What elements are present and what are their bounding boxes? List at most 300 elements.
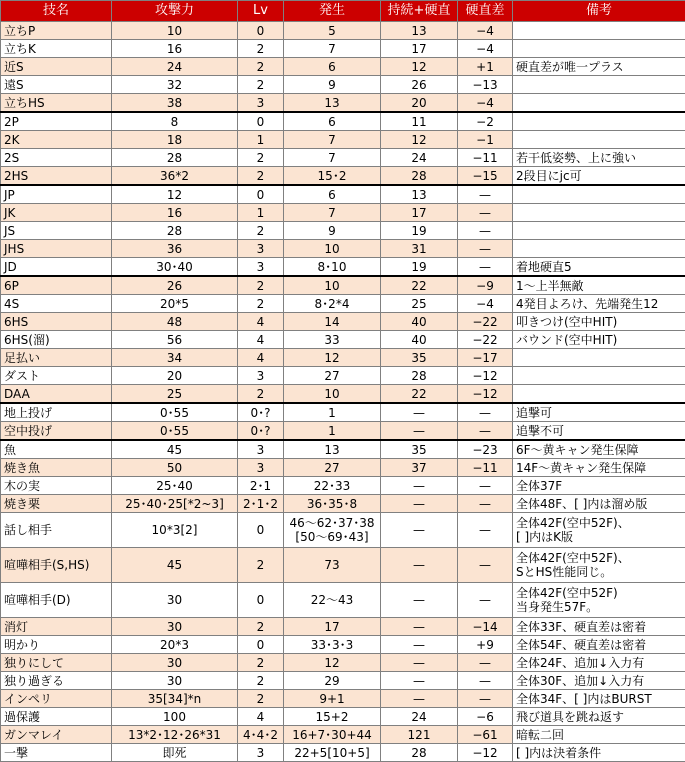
cell-lv: 2･1 xyxy=(238,477,284,495)
cell-name: 2P xyxy=(1,112,112,131)
cell-startup: 8･2*4 xyxy=(284,295,381,313)
cell-advantage: — xyxy=(458,583,513,618)
cell-active-recovery: 28 xyxy=(381,744,458,762)
cell-note xyxy=(513,367,685,385)
cell-active-recovery: 11 xyxy=(381,112,458,131)
cell-name: 2HS xyxy=(1,167,112,186)
cell-name: 遠S xyxy=(1,76,112,94)
cell-startup: 15+2 xyxy=(284,708,381,726)
cell-active-recovery: 121 xyxy=(381,726,458,744)
cell-attack: 48 xyxy=(112,313,238,331)
table-row xyxy=(1,636,685,654)
table-row xyxy=(1,583,685,618)
cell-name: 焼き魚 xyxy=(1,459,112,477)
cell-lv: 2 xyxy=(238,76,284,94)
cell-startup: 7 xyxy=(284,131,381,149)
cell-lv: 2 xyxy=(238,385,284,404)
cell-attack: 50 xyxy=(112,459,238,477)
cell-attack: 56 xyxy=(112,331,238,349)
cell-name: JK xyxy=(1,204,112,222)
cell-attack: 32 xyxy=(112,76,238,94)
cell-name: 話し相手 xyxy=(1,513,112,548)
cell-name: 喧嘩相手(S,HS) xyxy=(1,548,112,583)
header-active-recovery: 持続+硬直 xyxy=(381,1,458,22)
cell-startup: 1 xyxy=(284,422,381,441)
cell-attack: 28 xyxy=(112,149,238,167)
cell-note: 追撃可 xyxy=(513,403,685,422)
cell-startup: 10 xyxy=(284,385,381,404)
cell-active-recovery: — xyxy=(381,513,458,548)
cell-name: インペリ xyxy=(1,690,112,708)
cell-note xyxy=(513,40,685,58)
cell-attack: 30 xyxy=(112,618,238,636)
cell-advantage: +9 xyxy=(458,636,513,654)
table-row xyxy=(1,276,685,295)
cell-attack: 24 xyxy=(112,58,238,76)
cell-name: 地上投げ xyxy=(1,403,112,422)
cell-startup: 29 xyxy=(284,672,381,690)
cell-lv: 0 xyxy=(238,583,284,618)
cell-lv: 2 xyxy=(238,690,284,708)
cell-active-recovery: 17 xyxy=(381,40,458,58)
table-row xyxy=(1,131,685,149)
cell-note: 全体34F、[ ]内はBURST xyxy=(513,690,685,708)
cell-attack: 28 xyxy=(112,222,238,240)
cell-name: 6HS xyxy=(1,313,112,331)
cell-active-recovery: 28 xyxy=(381,167,458,186)
cell-attack: 34 xyxy=(112,349,238,367)
cell-lv: 2 xyxy=(238,222,284,240)
cell-note: 叩きつけ(空中HIT) xyxy=(513,313,685,331)
cell-attack: 38 xyxy=(112,94,238,113)
cell-active-recovery: 24 xyxy=(381,708,458,726)
cell-startup: 9 xyxy=(284,222,381,240)
cell-startup: 6 xyxy=(284,58,381,76)
cell-note: 全体42F(空中52F)、 SとHS性能同じ。 xyxy=(513,548,685,583)
cell-note: 全体37F xyxy=(513,477,685,495)
cell-lv: 0 xyxy=(238,636,284,654)
cell-attack: 25 xyxy=(112,385,238,404)
cell-attack: 25･40･25[*2~3] xyxy=(112,495,238,513)
cell-note: 追撃不可 xyxy=(513,422,685,441)
cell-name: 立ちHS xyxy=(1,94,112,113)
cell-active-recovery: 12 xyxy=(381,58,458,76)
cell-startup: 13 xyxy=(284,94,381,113)
cell-name: DAA xyxy=(1,385,112,404)
cell-active-recovery: — xyxy=(381,636,458,654)
cell-startup: 9 xyxy=(284,76,381,94)
cell-name: 6P xyxy=(1,276,112,295)
table-row xyxy=(1,672,685,690)
cell-lv: 2 xyxy=(238,654,284,672)
cell-advantage: −9 xyxy=(458,276,513,295)
cell-attack: 18 xyxy=(112,131,238,149)
cell-note: 全体54F、硬直差は密着 xyxy=(513,636,685,654)
cell-advantage: −17 xyxy=(458,349,513,367)
cell-active-recovery: 28 xyxy=(381,367,458,385)
cell-note xyxy=(513,349,685,367)
table-row xyxy=(1,58,685,76)
table-row xyxy=(1,726,685,744)
cell-active-recovery: 37 xyxy=(381,459,458,477)
cell-startup: 17 xyxy=(284,618,381,636)
cell-active-recovery: — xyxy=(381,690,458,708)
cell-advantage: — xyxy=(458,654,513,672)
cell-advantage: −11 xyxy=(458,149,513,167)
table-row xyxy=(1,112,685,131)
cell-attack: 36 xyxy=(112,240,238,258)
cell-advantage: — xyxy=(458,222,513,240)
cell-startup: 27 xyxy=(284,367,381,385)
cell-note: 若干低姿勢、上に強い xyxy=(513,149,685,167)
cell-active-recovery: — xyxy=(381,548,458,583)
cell-lv: 3 xyxy=(238,367,284,385)
cell-lv: 1 xyxy=(238,131,284,149)
cell-lv: 0 xyxy=(238,22,284,40)
cell-active-recovery: — xyxy=(381,672,458,690)
cell-lv: 2 xyxy=(238,276,284,295)
cell-note xyxy=(513,240,685,258)
cell-active-recovery: 35 xyxy=(381,349,458,367)
cell-active-recovery: 20 xyxy=(381,94,458,113)
cell-advantage: — xyxy=(458,477,513,495)
cell-startup: 7 xyxy=(284,40,381,58)
cell-name: 一撃 xyxy=(1,744,112,762)
cell-attack: 100 xyxy=(112,708,238,726)
cell-active-recovery: — xyxy=(381,583,458,618)
cell-lv: 4 xyxy=(238,313,284,331)
table-row xyxy=(1,367,685,385)
cell-name: ガンマレイ xyxy=(1,726,112,744)
cell-note xyxy=(513,112,685,131)
cell-attack: 0･55 xyxy=(112,422,238,441)
table-row xyxy=(1,690,685,708)
cell-active-recovery: 17 xyxy=(381,204,458,222)
header-notes: 備考 xyxy=(513,1,685,22)
cell-name: ダスト xyxy=(1,367,112,385)
cell-name: 空中投げ xyxy=(1,422,112,441)
header-row xyxy=(1,1,685,22)
cell-startup: 5 xyxy=(284,22,381,40)
table-row xyxy=(1,204,685,222)
cell-lv: 3 xyxy=(238,440,284,459)
cell-startup: 46～62･37･38 [50～69･43] xyxy=(284,513,381,548)
cell-active-recovery: 22 xyxy=(381,385,458,404)
header-advantage: 硬直差 xyxy=(458,1,513,22)
table-row xyxy=(1,459,685,477)
cell-attack: 13*2･12･26*31 xyxy=(112,726,238,744)
cell-advantage: −4 xyxy=(458,22,513,40)
cell-note xyxy=(513,131,685,149)
cell-name: 立ちP xyxy=(1,22,112,40)
cell-attack: 26 xyxy=(112,276,238,295)
cell-advantage: −12 xyxy=(458,367,513,385)
cell-lv: 3 xyxy=(238,258,284,277)
cell-note: 全体48F、[ ]内は溜め版 xyxy=(513,495,685,513)
cell-name: 独りにして xyxy=(1,654,112,672)
cell-startup: 10 xyxy=(284,240,381,258)
cell-startup: 27 xyxy=(284,459,381,477)
table-row xyxy=(1,167,685,186)
cell-note: [ ]内は決着条件 xyxy=(513,744,685,762)
cell-advantage: — xyxy=(458,513,513,548)
cell-active-recovery: 40 xyxy=(381,331,458,349)
cell-lv: 2 xyxy=(238,295,284,313)
cell-note: 全体30F、追加↓入力有 xyxy=(513,672,685,690)
cell-advantage: — xyxy=(458,548,513,583)
cell-advantage: — xyxy=(458,403,513,422)
cell-startup: 22･33 xyxy=(284,477,381,495)
cell-startup: 14 xyxy=(284,313,381,331)
cell-active-recovery: 22 xyxy=(381,276,458,295)
cell-startup: 9+1 xyxy=(284,690,381,708)
table-row xyxy=(1,422,685,441)
table-body xyxy=(1,22,685,762)
cell-advantage: — xyxy=(458,690,513,708)
table-row xyxy=(1,477,685,495)
table-row xyxy=(1,349,685,367)
cell-attack: 0･55 xyxy=(112,403,238,422)
cell-lv: 0･? xyxy=(238,403,284,422)
cell-lv: 1 xyxy=(238,204,284,222)
table-row xyxy=(1,495,685,513)
header-lv: Lv xyxy=(238,1,284,22)
cell-startup: 16+7･30+44 xyxy=(284,726,381,744)
cell-active-recovery: — xyxy=(381,477,458,495)
cell-active-recovery: 13 xyxy=(381,185,458,204)
cell-name: 喧嘩相手(D) xyxy=(1,583,112,618)
table-row xyxy=(1,403,685,422)
cell-note: 1～上半無敵 xyxy=(513,276,685,295)
cell-note xyxy=(513,185,685,204)
cell-name: 足払い xyxy=(1,349,112,367)
table-row xyxy=(1,222,685,240)
cell-active-recovery: — xyxy=(381,422,458,441)
cell-lv: 0･? xyxy=(238,422,284,441)
cell-note: 硬直差が唯一プラス xyxy=(513,58,685,76)
cell-lv: 3 xyxy=(238,459,284,477)
table-row xyxy=(1,654,685,672)
cell-note: 14F～黄キャン発生保障 xyxy=(513,459,685,477)
cell-attack: 30･40 xyxy=(112,258,238,277)
cell-startup: 12 xyxy=(284,349,381,367)
table-row xyxy=(1,94,685,113)
cell-startup: 13 xyxy=(284,440,381,459)
cell-active-recovery: — xyxy=(381,654,458,672)
cell-startup: 22～43 xyxy=(284,583,381,618)
cell-note xyxy=(513,94,685,113)
table-row xyxy=(1,295,685,313)
cell-attack: 16 xyxy=(112,204,238,222)
cell-active-recovery: 31 xyxy=(381,240,458,258)
cell-lv: 0 xyxy=(238,185,284,204)
header-name: 技名 xyxy=(1,1,112,22)
cell-advantage: — xyxy=(458,185,513,204)
cell-attack: 36*2 xyxy=(112,167,238,186)
cell-advantage: −15 xyxy=(458,167,513,186)
cell-attack: 25･40 xyxy=(112,477,238,495)
cell-name: 2S xyxy=(1,149,112,167)
cell-lv: 2 xyxy=(238,618,284,636)
cell-note xyxy=(513,76,685,94)
cell-startup: 33 xyxy=(284,331,381,349)
cell-name: JS xyxy=(1,222,112,240)
cell-name: 近S xyxy=(1,58,112,76)
cell-startup: 6 xyxy=(284,185,381,204)
cell-advantage: +1 xyxy=(458,58,513,76)
cell-attack: 45 xyxy=(112,548,238,583)
cell-advantage: −14 xyxy=(458,618,513,636)
cell-name: 消灯 xyxy=(1,618,112,636)
cell-lv: 3 xyxy=(238,240,284,258)
table-row xyxy=(1,313,685,331)
cell-lv: 2 xyxy=(238,58,284,76)
cell-advantage: — xyxy=(458,258,513,277)
cell-startup: 15･2 xyxy=(284,167,381,186)
cell-name: 木の実 xyxy=(1,477,112,495)
cell-active-recovery: — xyxy=(381,495,458,513)
cell-active-recovery: 13 xyxy=(381,22,458,40)
cell-startup: 1 xyxy=(284,403,381,422)
table-row xyxy=(1,548,685,583)
cell-attack: 10*3[2] xyxy=(112,513,238,548)
cell-active-recovery: 35 xyxy=(381,440,458,459)
cell-name: JD xyxy=(1,258,112,277)
table-row xyxy=(1,22,685,40)
cell-note: 暗転二回 xyxy=(513,726,685,744)
cell-name: 立ちK xyxy=(1,40,112,58)
cell-attack: 20*3 xyxy=(112,636,238,654)
table-row xyxy=(1,76,685,94)
cell-active-recovery: 40 xyxy=(381,313,458,331)
table-row xyxy=(1,149,685,167)
cell-attack: 10 xyxy=(112,22,238,40)
cell-advantage: −4 xyxy=(458,94,513,113)
cell-lv: 2 xyxy=(238,40,284,58)
cell-attack: 45 xyxy=(112,440,238,459)
cell-note: 着地硬直5 xyxy=(513,258,685,277)
cell-advantage: −1 xyxy=(458,131,513,149)
cell-lv: 2 xyxy=(238,167,284,186)
cell-attack: 16 xyxy=(112,40,238,58)
cell-lv: 4 xyxy=(238,331,284,349)
cell-note xyxy=(513,385,685,404)
cell-advantage: −23 xyxy=(458,440,513,459)
cell-lv: 2 xyxy=(238,548,284,583)
cell-advantage: −22 xyxy=(458,313,513,331)
cell-lv: 2･1･2 xyxy=(238,495,284,513)
cell-advantage: −2 xyxy=(458,112,513,131)
cell-note xyxy=(513,22,685,40)
cell-startup: 12 xyxy=(284,654,381,672)
cell-attack: 12 xyxy=(112,185,238,204)
cell-note: 全体33F、硬直差は密着 xyxy=(513,618,685,636)
cell-active-recovery: 19 xyxy=(381,222,458,240)
cell-attack: 20 xyxy=(112,367,238,385)
table-row xyxy=(1,185,685,204)
cell-note xyxy=(513,222,685,240)
cell-advantage: −13 xyxy=(458,76,513,94)
cell-name: JP xyxy=(1,185,112,204)
cell-advantage: −12 xyxy=(458,744,513,762)
cell-note xyxy=(513,204,685,222)
cell-note: 6F～黄キャン発生保障 xyxy=(513,440,685,459)
cell-advantage: — xyxy=(458,240,513,258)
cell-attack: 35[34]*n xyxy=(112,690,238,708)
cell-startup: 36･35･8 xyxy=(284,495,381,513)
table-row xyxy=(1,513,685,548)
cell-advantage: −11 xyxy=(458,459,513,477)
table-row xyxy=(1,744,685,762)
table-row xyxy=(1,708,685,726)
cell-attack: 8 xyxy=(112,112,238,131)
cell-lv: 4･4･2 xyxy=(238,726,284,744)
cell-active-recovery: 12 xyxy=(381,131,458,149)
cell-advantage: −12 xyxy=(458,385,513,404)
cell-name: 2K xyxy=(1,131,112,149)
cell-note: 全体42F(空中52F) 当身発生57F。 xyxy=(513,583,685,618)
cell-startup: 33･3･3 xyxy=(284,636,381,654)
cell-attack: 30 xyxy=(112,583,238,618)
cell-lv: 3 xyxy=(238,94,284,113)
table-row xyxy=(1,385,685,404)
cell-lv: 4 xyxy=(238,708,284,726)
cell-name: 焼き栗 xyxy=(1,495,112,513)
cell-name: 明かり xyxy=(1,636,112,654)
cell-active-recovery: 24 xyxy=(381,149,458,167)
cell-active-recovery: — xyxy=(381,618,458,636)
cell-startup: 73 xyxy=(284,548,381,583)
cell-advantage: −6 xyxy=(458,708,513,726)
cell-lv: 2 xyxy=(238,672,284,690)
cell-name: 魚 xyxy=(1,440,112,459)
cell-note: 全体24F、追加↓入力有 xyxy=(513,654,685,672)
cell-startup: 7 xyxy=(284,149,381,167)
cell-advantage: — xyxy=(458,422,513,441)
table-row xyxy=(1,40,685,58)
cell-lv: 2 xyxy=(238,149,284,167)
cell-lv: 0 xyxy=(238,513,284,548)
header-startup: 発生 xyxy=(284,1,381,22)
cell-startup: 22+5[10+5] xyxy=(284,744,381,762)
cell-name: 4S xyxy=(1,295,112,313)
table-row xyxy=(1,440,685,459)
table-row xyxy=(1,331,685,349)
cell-note: 4発目よろけ、先端発生12 xyxy=(513,295,685,313)
cell-active-recovery: 19 xyxy=(381,258,458,277)
table-row xyxy=(1,618,685,636)
cell-advantage: −22 xyxy=(458,331,513,349)
cell-advantage: −4 xyxy=(458,295,513,313)
table-row xyxy=(1,240,685,258)
cell-active-recovery: 25 xyxy=(381,295,458,313)
cell-active-recovery: 26 xyxy=(381,76,458,94)
cell-startup: 10 xyxy=(284,276,381,295)
cell-note: 飛び道具を跳ね返す xyxy=(513,708,685,726)
header-attack: 攻撃力 xyxy=(112,1,238,22)
cell-advantage: −61 xyxy=(458,726,513,744)
cell-advantage: — xyxy=(458,204,513,222)
cell-advantage: — xyxy=(458,672,513,690)
cell-advantage: −4 xyxy=(458,40,513,58)
cell-advantage: — xyxy=(458,495,513,513)
cell-startup: 7 xyxy=(284,204,381,222)
cell-name: JHS xyxy=(1,240,112,258)
cell-note: 2段目にjc可 xyxy=(513,167,685,186)
cell-name: 独り過ぎる xyxy=(1,672,112,690)
cell-note: バウンド(空中HIT) xyxy=(513,331,685,349)
cell-attack: 20*5 xyxy=(112,295,238,313)
